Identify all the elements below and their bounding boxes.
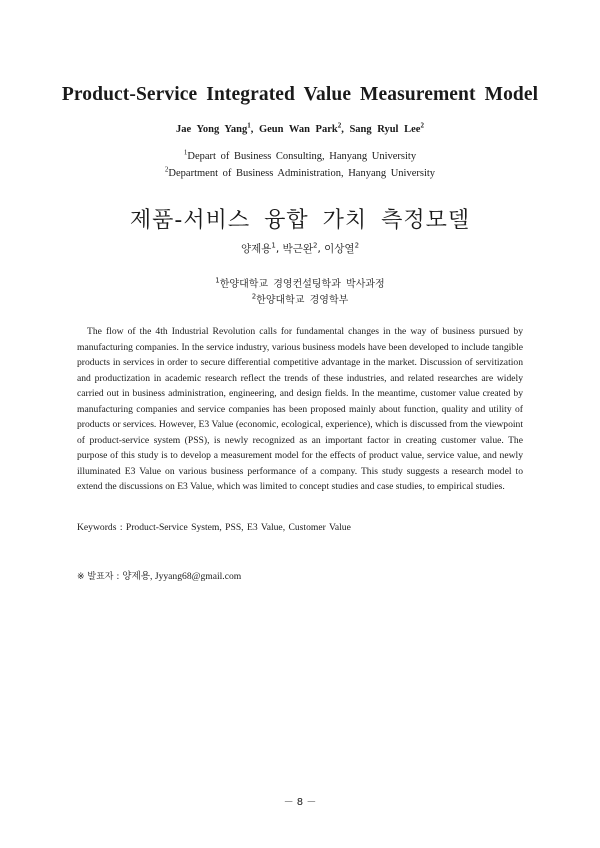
paper-title-ko: 제품-서비스 융합 가치 측정모델 (129, 208, 471, 233)
keywords (77, 522, 351, 533)
paper-title-en: Product-Service Integrated Value Measurement Model (61, 84, 539, 105)
author-en-2: Geun Wan Park$^2$ (258, 121, 342, 135)
affiliation-en-2: $^2$Department of Business Administration, Hanyang University (164, 165, 436, 179)
presenter-note (77, 568, 241, 582)
author-en-1: Jae Yong Yang$^1$ (176, 121, 251, 135)
affiliation-ko-1: $^1$한양대학교 경영컨설팅학과 박사과정 (215, 276, 385, 290)
authors-en: Jae Yong Yang$^1$, Geun Wan Park$^2$, Sang Ryul Lee$^2$ (176, 121, 424, 135)
keywords-list: Product-Service System, PSS, E3 Value, Customer Value (125, 522, 351, 533)
authors-ko: 양제용$^1$, 박근완$^2$, 이상열$^2$ (240, 241, 360, 255)
affiliation-en-1: $^1$Depart of Business Consulting, Hanyang University (183, 148, 417, 162)
author-en-3: Sang Ryul Lee$^2$ (349, 121, 424, 135)
presenter-label: ※ 발표자 : (77, 572, 123, 582)
affiliation-ko-2: $^2$한양대학교 경영학부 (251, 292, 349, 306)
author-ko-3: 이상열$^2$ (324, 241, 360, 255)
page-number: － 8 － (283, 797, 317, 808)
presenter-contact: 양제용, Jyyang68@gmail.com (122, 571, 242, 582)
keywords-label: Keywords : (77, 522, 126, 533)
author-ko-1: 양제용$^1$ (240, 241, 276, 255)
abstract: The flow of the 4th Industrial Revolution calls for fundamental changes in the way of business pursued by manufacturing companies. In the service industry, various business models have been developed to include tangible products in services in order to secure differential competitive advantage in the market. Discussion of servitization and productization in academic research reflect the trends of these industries, and related researches are widely carried out in business administration, engineering, and design fields. In the meantime, customer value created by manufacturing companies and service companies has been proposed mainly about function, quality and utility of products or services. However, E3 Value (economic, ecological, experience), which is discussed from the viewpoint of product-service system (PSS), is newly recognized as an important factor in creating customer value. The purpose of this study is to develop a measurement model for the effects of product value, service value, and newly illuminated E3 Value on various business performance of a company. This study suggests a research model to extend the discussions on E3 Value, which was limited to concept studies and case studies, to empirical studies. (77, 326, 523, 492)
author-ko-2: 박근완$^2$ (282, 241, 318, 255)
